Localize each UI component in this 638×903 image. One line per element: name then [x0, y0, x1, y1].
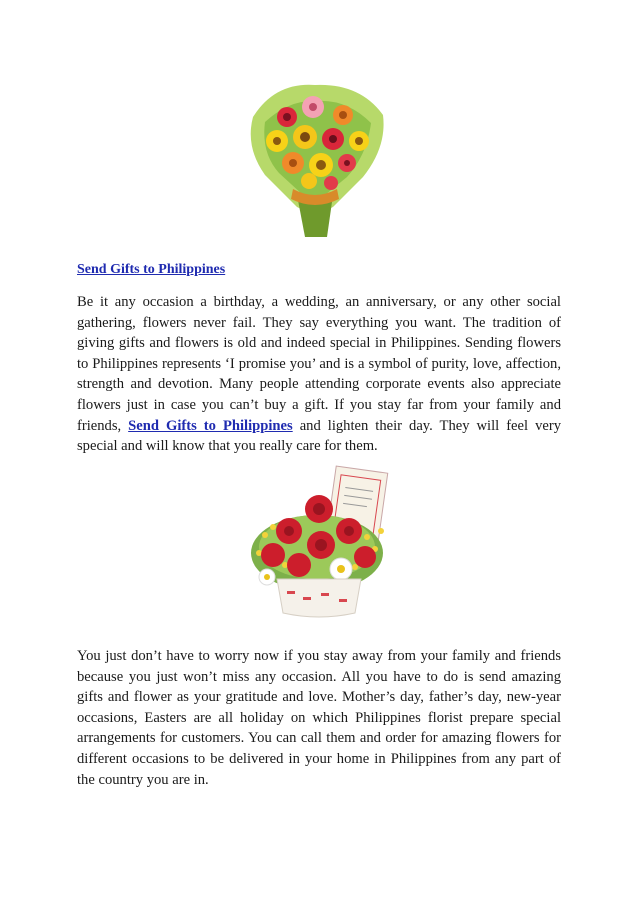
flower-bouquet-illustration	[235, 77, 395, 239]
intro-paragraph-text: Be it any occasion a birthday, a wedding, an anniversary, or any other social gathering, flowers never fail. They say everything you want. The tradition of giving gifts and flowers is old and indeed special in Philippines. Sending flowers to Philippines represents ‘I promise you’ and is a symbol of purity, love, affection, strength and devotion. Many people attending corporate events also appreciate flowers just in case you can’t buy a gift. If you stay far from your family and friends,	[77, 294, 561, 434]
second-paragraph: You just don’t have to worry now if you stay away from your family and friends because you just won’t miss any occasion. All you have to do is send amazing gifts and flower as your gratitude and love. Mother’s day, father’s day, new-year occasions, Easters are all holiday on which Philippines florist prepare special arrangements for customers. You can call them and order for amazing flowers for different occasions to be delivered in your home in Philippines from any part of the country you are in.	[77, 648, 561, 788]
intro-paragraph-text-end: and lighten their day. They will feel very special and will know that you really care for them.	[77, 417, 561, 455]
flower-bouquet-image	[235, 77, 395, 239]
flower-basket-illustration	[237, 461, 401, 623]
flower-basket-image	[237, 461, 401, 623]
intro-paragraph	[77, 292, 561, 457]
send-gifts-heading-link[interactable]: Send Gifts to Philippines	[77, 262, 226, 277]
send-gifts-inline-link[interactable]: Send Gifts to Philippines	[128, 417, 293, 434]
